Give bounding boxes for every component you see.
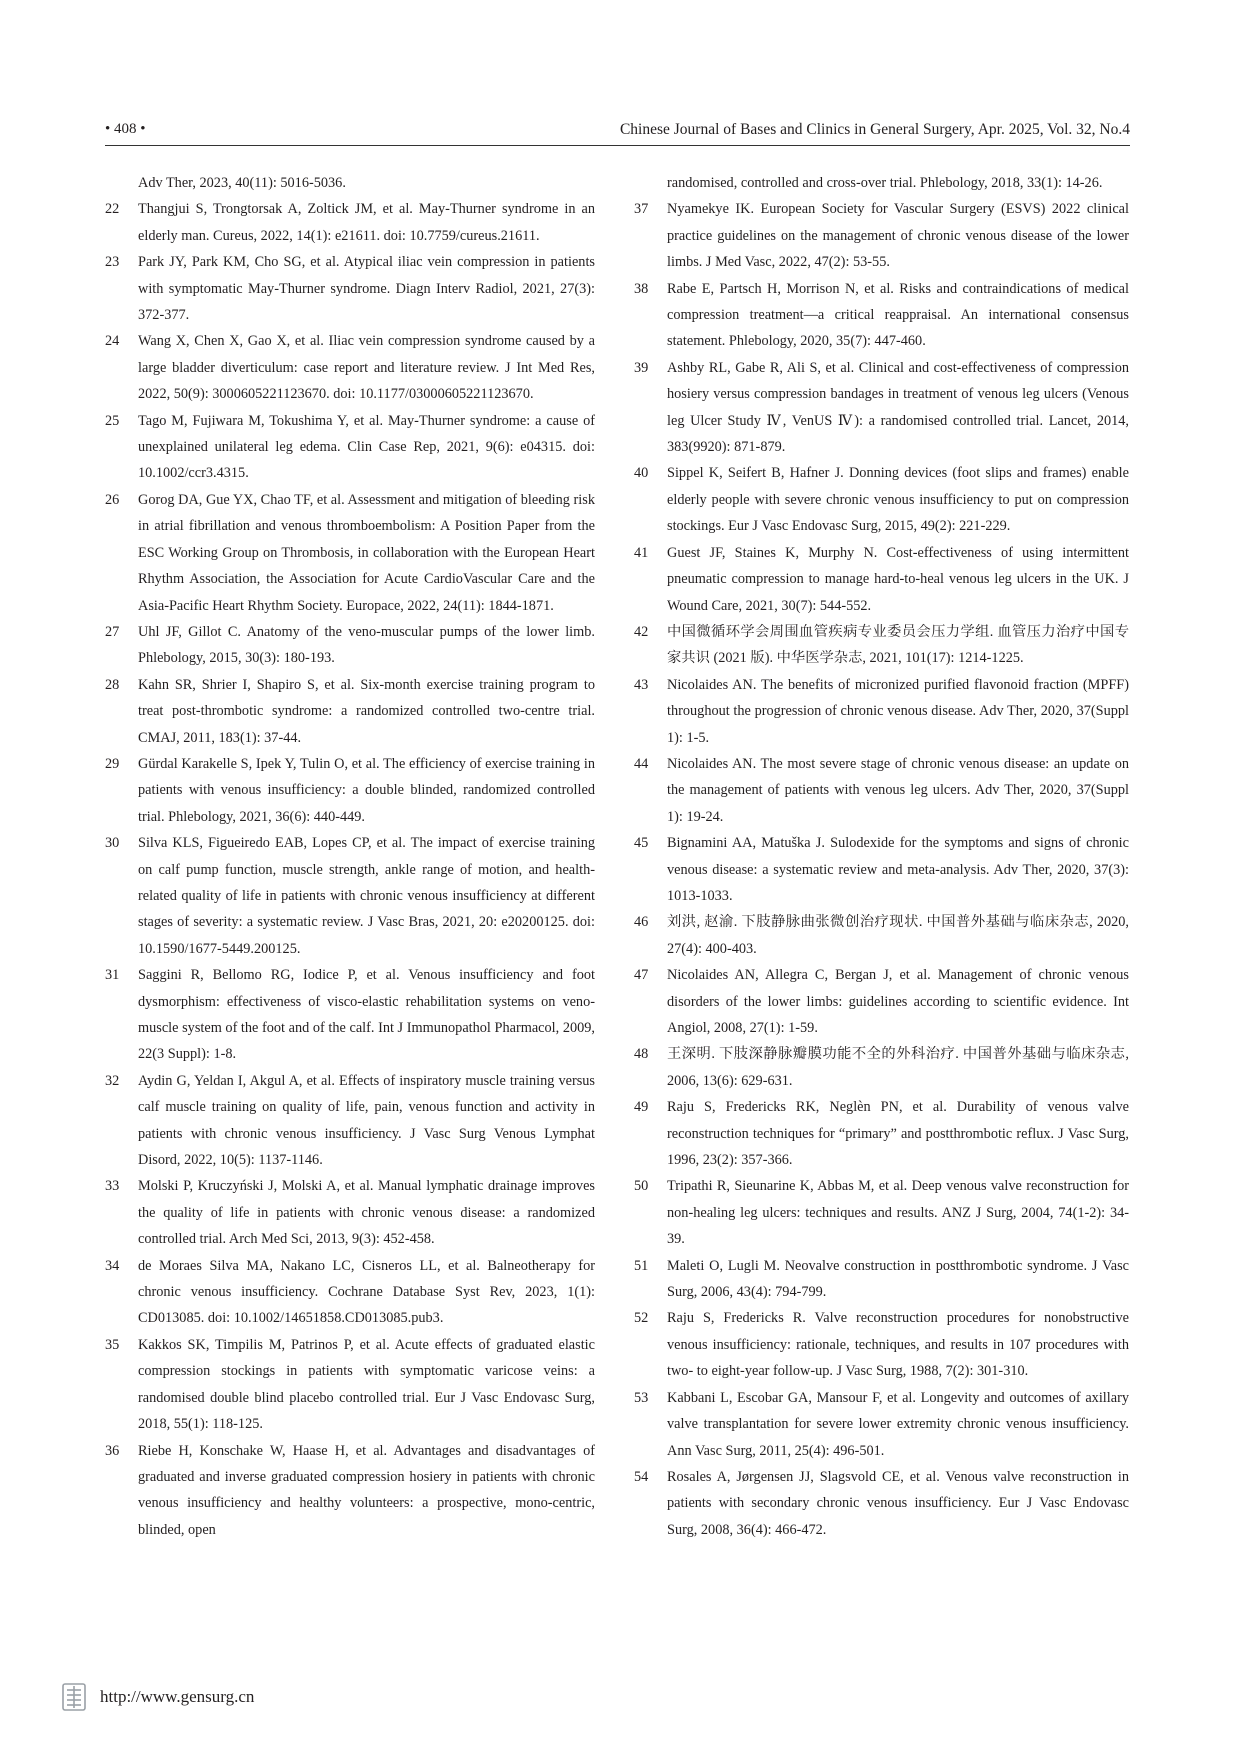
reference-item (105, 830, 595, 962)
reference-text: de Moraes Silva MA, Nakano LC, Cisneros LL, et al. Balneotherapy for chronic venous insufficiency. Cochrane Database Syst Rev, 2023, 1(1): CD013085. doi: 10.1002/14651858.CD013085.pub3. (138, 1257, 595, 1327)
reference-text: Gürdal Karakelle S, Ipek Y, Tulin O, et al. The efficiency of exercise training in patients with venous insufficiency: a double blinded, randomized controlled trial. Phlebology, 2021, 36(6): 440-449. (138, 755, 595, 825)
reference-number: 25 (105, 412, 120, 429)
references-right-column (634, 170, 1129, 1543)
reference-item (105, 1173, 595, 1252)
reference-text: Rosales A, Jørgensen JJ, Slagsvold CE, et al. Venous valve reconstruction in patients with secondary chronic venous insufficiency. Eur J Vasc Endovasc Surg, 2008, 36(4): 466-472. (667, 1468, 1129, 1538)
reference-text: Nicolaides AN. The most severe stage of chronic venous disease: an update on the management of patients with venous leg ulcers. Adv Ther, 2020, 37(Suppl 1): 19-24. (667, 755, 1129, 825)
reference-item (105, 408, 595, 487)
reference-number: 38 (634, 280, 649, 297)
reference-number: 44 (634, 755, 649, 772)
reference-number: 31 (105, 967, 120, 984)
page-footer (60, 1680, 254, 1714)
reference-text: randomised, controlled and cross-over trial. Phlebology, 2018, 33(1): 14-26. (667, 175, 1103, 191)
reference-text: Thangjui S, Trongtorsak A, Zoltick JM, et al. May-Thurner syndrome in an elderly man. Cureus, 2022, 14(1): e21611. doi: 10.7759/cureus.21611. (138, 201, 595, 244)
reference-item (634, 830, 1129, 909)
reference-text: Ashby RL, Gabe R, Ali S, et al. Clinical and cost-effectiveness of compression hosiery versus compression bandages in treatment of venous leg ulcers (Venous leg Ulcer Study Ⅳ, VenUS Ⅳ): a randomised controlled trial. Lancet, 2014, 383(9920): 871-879. (667, 359, 1129, 456)
reference-text: Raju S, Fredericks RK, Neglèn PN, et al. Durability of venous valve reconstruction techniques for “primary” and postthrombotic reflux. J Vasc Surg, 1996, 23(2): 357-366. (667, 1099, 1129, 1169)
reference-text: Bignamini AA, Matuška J. Sulodexide for the symptoms and signs of chronic venous disease: a systematic review and meta-analysis. Adv Ther, 2020, 37(3): 1013-1033. (667, 835, 1129, 904)
reference-text: Kahn SR, Shrier I, Shapiro S, et al. Six-month exercise training program to treat post-thrombotic syndrome: a randomized controlled two-centre trial. CMAJ, 2011, 183(1): 37-44. (138, 676, 595, 746)
journal-running-title: Chinese Journal of Bases and Clinics in General Surgery, Apr. 2025, Vol. 32, No.4 (619, 121, 1130, 138)
reference-continuation (105, 170, 595, 196)
reference-number: 26 (105, 491, 120, 508)
reference-number: 40 (634, 465, 649, 482)
reference-text: 王深明. 下肢深静脉瓣膜功能不全的外科治疗. 中国普外基础与临床杂志, 2006, 13(6): 629-631. (667, 1046, 1129, 1089)
reference-number: 43 (634, 676, 649, 693)
reference-item (105, 672, 595, 751)
reference-item (634, 355, 1129, 461)
reference-item (634, 619, 1129, 672)
reference-number: 52 (634, 1310, 649, 1327)
reference-item (105, 1068, 595, 1174)
reference-item (105, 328, 595, 407)
reference-number: 45 (634, 835, 649, 852)
reference-item (634, 1094, 1129, 1173)
reference-text: 中国微循环学会周围血管疾病专业委员会压力学组. 血管压力治疗中国专家共识 (2021 版). 中华医学杂志, 2021, 101(17): 1214-1225. (667, 623, 1129, 667)
page-header (105, 121, 1130, 145)
reference-text: 刘洪, 赵渝. 下肢静脉曲张微创治疗现状. 中国普外基础与临床杂志, 2020, 27(4): 400-403. (667, 914, 1129, 957)
reference-number: 47 (634, 967, 649, 984)
reference-number: 49 (634, 1099, 649, 1116)
reference-number: 41 (634, 544, 649, 561)
reference-item (634, 1464, 1129, 1543)
reference-text: Nicolaides AN. The benefits of micronized purified flavonoid fraction (MPFF) throughout the progression of chronic venous disease. Adv Ther, 2020, 37(Suppl 1): 1-5. (667, 676, 1129, 746)
reference-item (634, 196, 1129, 275)
journal-url[interactable]: http://www.gensurg.cn (100, 1687, 255, 1706)
reference-text: Park JY, Park KM, Cho SG, et al. Atypical iliac vein compression in patients with symptomatic May-Thurner syndrome. Diagn Interv Radiol, 2021, 27(3): 372-377. (138, 254, 595, 324)
reference-item (634, 909, 1129, 962)
reference-item (105, 487, 595, 619)
reference-item (634, 962, 1129, 1041)
reference-text: Kabbani L, Escobar GA, Mansour F, et al. Longevity and outcomes of axillary valve transplantation for severe lower extremity chronic venous insufficiency. Ann Vasc Surg, 2011, 25(4): 496-501. (667, 1389, 1129, 1459)
reference-number: 30 (105, 835, 120, 852)
reference-item (105, 1332, 595, 1438)
reference-number: 22 (105, 201, 120, 218)
reference-text: Wang X, Chen X, Gao X, et al. Iliac vein compression syndrome caused by a large bladder diverticulum: case report and literature review. J Int Med Res, 2022, 50(9): 3000605221123670. doi: 10.1177/03000605221123670. (138, 333, 595, 403)
reference-text: Sippel K, Seifert B, Hafner J. Donning devices (foot slips and frames) enable elderly people with severe chronic venous insufficiency to put on compression stockings. Eur J Vasc Endovasc Surg, 2015, 49(2): 221-229. (667, 465, 1129, 535)
reference-number: 24 (105, 333, 120, 350)
reference-item (634, 1385, 1129, 1464)
reference-text: Nicolaides AN, Allegra C, Bergan J, et al. Management of chronic venous disorders of the lower limbs: guidelines according to scientific evidence. Int Angiol, 2008, 27(1): 1-59. (667, 967, 1129, 1036)
reference-item (634, 540, 1129, 619)
reference-number: 36 (105, 1442, 120, 1459)
reference-item (105, 619, 595, 672)
reference-text: Guest JF, Staines K, Murphy N. Cost-effectiveness of using intermittent pneumatic compression to manage hard-to-heal venous leg ulcers in the UK. J Wound Care, 2021, 30(7): 544-552. (667, 544, 1129, 614)
reference-item (105, 962, 595, 1068)
reference-text: Tripathi R, Sieunarine K, Abbas M, et al. Deep venous valve reconstruction for non-healing leg ulcers: techniques and results. ANZ J Surg, 2004, 74(1-2): 34-39. (667, 1178, 1129, 1248)
reference-item (105, 1253, 595, 1332)
reference-text: Nyamekye IK. European Society for Vascular Surgery (ESVS) 2022 clinical practice guidelines on the management of chronic venous disease of the lower limbs. J Med Vasc, 2022, 47(2): 53-55. (667, 201, 1129, 271)
reference-number: 23 (105, 254, 120, 271)
reference-number: 35 (105, 1336, 120, 1353)
reference-text: Uhl JF, Gillot C. Anatomy of the veno-muscular pumps of the lower limb. Phlebology, 2015, 30(3): 180-193. (138, 623, 595, 667)
reference-text: Molski P, Kruczyński J, Molski A, et al. Manual lymphatic drainage improves the quality of life in patients with chronic venous disease: a randomized controlled trial. Arch Med Sci, 2013, 9(3): 452-458. (138, 1178, 595, 1248)
reference-text: Saggini R, Bellomo RG, Iodice P, et al. Venous insufficiency and foot dysmorphism: effectiveness of visco-elastic rehabilitation systems on veno-muscle system of the foot and of the calf. Int J Immunopathol Pharmacol, 2009, 22(3 Suppl): 1-8. (138, 967, 595, 1063)
reference-item (105, 1438, 595, 1544)
reference-item (634, 1041, 1129, 1094)
reference-number: 32 (105, 1072, 120, 1089)
reference-item (634, 1173, 1129, 1252)
reference-text: Silva KLS, Figueiredo EAB, Lopes CP, et al. The impact of exercise training on calf pump function, muscle strength, ankle range of motion, and health-related quality of life in patients with chronic venous insufficiency at different stages of severity: a systematic review. J Vasc Bras, 2021, 20: e20200125. doi: 10.1590/1677-5449.200125. (138, 835, 595, 957)
reference-number: 51 (634, 1257, 649, 1274)
header-rule (105, 145, 1130, 146)
reference-number: 53 (634, 1389, 649, 1406)
reference-item (105, 196, 595, 249)
reference-item (634, 276, 1129, 355)
reference-number: 54 (634, 1468, 649, 1485)
reference-number: 50 (634, 1178, 649, 1195)
reference-item (634, 1253, 1129, 1306)
reference-number: 46 (634, 914, 649, 931)
reference-text: Raju S, Fredericks R. Valve reconstruction procedures for nonobstructive venous insufficiency: rationale, techniques, and results in 107 procedures with two- to eight-year follow-up. J Vasc Surg, 1988, 7(2): 301-310. (667, 1310, 1129, 1380)
reference-continuation (634, 170, 1129, 196)
reference-number: 34 (105, 1257, 120, 1274)
reference-text: Rabe E, Partsch H, Morrison N, et al. Risks and contraindications of medical compression treatment—a critical reappraisal. An international consensus statement. Phlebology, 2020, 35(7): 447-460. (667, 280, 1129, 350)
reference-text: Gorog DA, Gue YX, Chao TF, et al. Assessment and mitigation of bleeding risk in atrial fibrillation and venous thromboembolism: A Position Paper from the ESC Working Group on Thrombosis, in collaboration with the European Heart Rhythm Association, the Association for Acute CardioVascular Care and the Asia-Pacific Heart Rhythm Society. Europace, 2022, 24(11): 1844-1871. (138, 491, 595, 614)
page-number: • 408 • (105, 121, 146, 137)
reference-number: 29 (105, 755, 120, 772)
journal-logo-icon (60, 1682, 88, 1712)
reference-number: 28 (105, 676, 120, 693)
reference-text: Kakkos SK, Timpilis M, Patrinos P, et al. Acute effects of graduated elastic compression stockings in patients with symptomatic varicose veins: a randomised double blind placebo controlled trial. Eur J Vasc Endovasc Surg, 2018, 55(1): 118-125. (138, 1336, 595, 1433)
reference-text: Tago M, Fujiwara M, Tokushima Y, et al. May-Thurner syndrome: a cause of unexplained unilateral leg edema. Clin Case Rep, 2021, 9(6): e04315. doi: 10.1002/ccr3.4315. (138, 412, 595, 482)
reference-text: Aydin G, Yeldan I, Akgul A, et al. Effects of inspiratory muscle training versus calf muscle training on quality of life, pain, venous function and activity in patients with chronic venous insufficiency. J Vasc Surg Venous Lymphat Disord, 2022, 10(5): 1137-1146. (138, 1072, 595, 1169)
reference-item (634, 672, 1129, 751)
reference-item (634, 751, 1129, 830)
reference-item (634, 460, 1129, 539)
reference-number: 42 (634, 623, 649, 640)
reference-item (634, 1305, 1129, 1384)
reference-number: 37 (634, 201, 649, 218)
reference-item (105, 751, 595, 830)
reference-text: Maleti O, Lugli M. Neovalve construction in postthrombotic syndrome. J Vasc Surg, 2006, 43(4): 794-799. (667, 1257, 1129, 1301)
reference-number: 33 (105, 1178, 120, 1195)
reference-text: Adv Ther, 2023, 40(11): 5016-5036. (138, 175, 346, 191)
reference-number: 39 (634, 359, 649, 376)
references-left-column (105, 170, 595, 1543)
reference-item (105, 249, 595, 328)
reference-text: Riebe H, Konschake W, Haase H, et al. Advantages and disadvantages of graduated and inverse graduated compression hosiery in patients with chronic venous insufficiency and healthy volunteers: a prospective, mono-centric, blinded, open (138, 1442, 595, 1538)
reference-number: 48 (634, 1046, 649, 1063)
reference-number: 27 (105, 623, 120, 640)
